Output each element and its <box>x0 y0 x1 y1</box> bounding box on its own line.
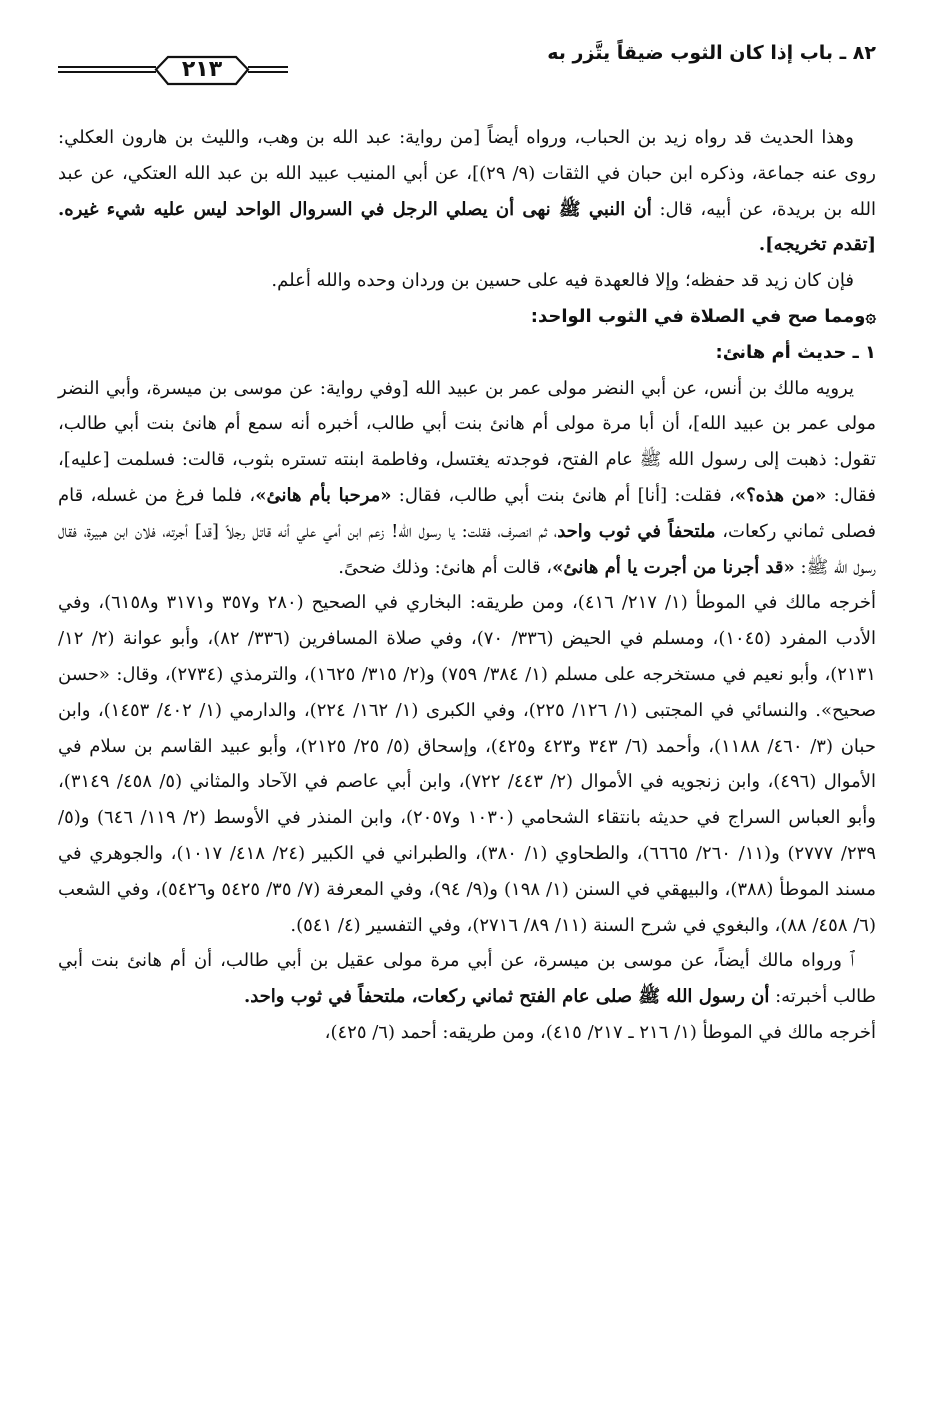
paragraph-5-text: ورواه مالك أيضاً، عن موسى بن ميسرة، عن أبي مرة مولى عقيل بن أبي طالب، أن أم هانئ بنت أبي طالب أخبرته: <box>58 950 876 1008</box>
bullet-mark-icon: ﭐ <box>849 950 854 972</box>
book-page <box>58 36 876 1376</box>
paragraph-3-text-c: ، فقلت: [أنا] أم هانئ بنت أبي طالب، فقال: <box>398 484 735 506</box>
page-number-badge <box>58 54 288 88</box>
paragraph-1 <box>58 120 876 263</box>
hadith-quote-2: «مرحبا بأم هانئ» <box>255 484 392 506</box>
paragraph-1-text: وهذا الحديث قد رواه زيد بن الحباب، ورواه أيضاً [من رواية: عبد الله بن وهب، والليث بن هارون العكلي: روى عنه جماعة، وذكره ابن حبان في الثقات (٩/ ٢٩)]، عن أبي المنيب عبيد الله بن عبد الله العتكي، عن عبد الله بن بريدة، عن أبيه، قال: <box>58 127 876 220</box>
section-heading-text: ومما صح في الصلاة في الثوب الواحد: <box>530 305 866 327</box>
paragraph-3-text-e: ، ثم انصرف، فقلت: يا رسول الله! زعم ابن أمي علي أنه قاتل رجلاً [قد] أجرته، فلان ابن هبيرة، فقال رسول الله ﷺ: <box>58 520 876 578</box>
paragraph-6: أخرجه مالك في الموطأ (١/ ٢١٦ ـ ٢١٧/ ٤١٥)، ومن طريقه: أحمد (٦/ ٤٢٥)، <box>324 1021 876 1043</box>
hadith-quote-3: ملتحفاً في ثوب واحد <box>557 520 716 542</box>
paragraph-2: فإن كان زيد قد حفظه؛ وإلا فالعهدة فيه على حسين بن وردان وحده والله أعلم. <box>271 270 854 292</box>
page-header <box>58 36 876 82</box>
paragraph-3 <box>58 371 876 586</box>
paragraph-3-text-d: ، فلما فرغ من غسله، قام فصلى ثماني ركعات، <box>58 484 876 542</box>
page-number: ٢١٣ <box>181 57 223 82</box>
hadith-quote-4: «قد أجرنا من أجرت يا أم هانئ» <box>552 556 795 578</box>
main-text <box>58 120 876 1051</box>
paragraph-3-text-f: ، قالت أم هانئ: وذلك ضحىً. <box>338 556 553 578</box>
hadith-quote-1: «من هذه؟» <box>734 484 827 506</box>
running-title: ٨٢ ـ باب إذا كان الثوب ضيقاً يتَّزر به <box>547 42 876 64</box>
section-heading <box>58 299 876 335</box>
paragraph-5-bold-text: أن رسول الله ﷺ صلى عام الفتح ثماني ركعات، ملتحفاً في ثوب واحد. <box>243 986 770 1008</box>
takhrij-paragraph: أخرجه مالك في الموطأ (١/ ٢١٧/ ٤١٦)، ومن طريقه: البخاري في الصحيح (٢٨٠ و٣٥٧ و٣١٧١ و٦١٥٨)، وفي الأدب المفرد (١٠٤٥)، ومسلم في الحيض (٣٣٦/ ٧٠)، وفي صلاة المسافرين (٣٣٦/ ٨٢)، وأبو عوانة (٢/ ١٢/ ٢١٣١)، وأبو نعيم في مستخرجه على مسلم (١/ ٣٨٤/ ٧٥٩) و(٢/ ٣١٥/ ١٦٢٥)، والترمذي (٢٧٣٤)، وقال: «حسن صحيح». والنسائي في المجتبى (١/ ١٢٦/ ٢٢٥)، وفي الكبرى (١/ ١٦٢/ ٢٢٤)، والدارمي (١/ ٤٠٢/ ١٤٥٣)، وابن حبان (٣/ ٤٦٠/ ١١٨٨)، وأحمد (٦/ ٣٤٣ و٤٢٣ و٤٢٥)، وإسحاق (٥/ ٢٥/ ٢١٢٥)، وأبو عبيد القاسم بن سلام في الأموال (٤٩٦)، وابن زنجويه في الأموال (٢/ ٤٤٣/ ٧٢٢)، وابن أبي عاصم في الآحاد والمثاني (٥/ ٤٥٨/ ٣١٤٩)، وأبو العباس السراج في حديثه بانتقاء الشحامي (١٠٣٠ و٢٠٥٧)، وابن المنذر في الأوسط (٢/ ١١٩/ ٦٤٦) و(٥/ ٢٣٩/ ٢٧٧٧) و(١١/ ٢٦٠/ ٦٦٦٥)، والطحاوي (١/ ٣٨٠)، والطبراني في الكبير (٢٤/ ٤١٨/ ١٠١٧)، والجوهري في مسند الموطأ (٣٨٨)، والبيهقي في السنن (١/ ١٩٨) و(٩/ ٩٤)، وفي المعرفة (٧/ ٣٥/ ٥٤٢٥ و٥٤٢٦)، وفي الشعب (٦/ ٤٥٨/ ٨٨)، والبغوي في شرح السنة (١١/ ٨٩/ ٢٧١٦)، وفي التفسير (٤/ ٥٤١). <box>58 592 877 936</box>
subsection-heading: ١ ـ حديث أم هانئ: <box>715 341 876 363</box>
heading-mark-icon: ۞ <box>865 305 876 327</box>
paragraph-5 <box>58 943 876 1015</box>
paragraph-1-bold-text: أن النبي ﷺ نهى أن يصلي الرجل في السروال الواحد ليس عليه شيء غيره. [تقدم تخريجه]. <box>58 198 876 256</box>
paragraph-3-text-a: يرويه مالك بن أنس، عن أبي النضر مولى عمر بن عبيد الله [وفي رواية: عن موسى بن ميسرة، وأبي النضر مولى عمر بن عبيد الله]، أن أبا مرة مولى أم هانئ بنت أبي طالب، أخبره أنه سمع أم هانئ بنت أبي طالب، تقول: ذهبت إلى رسول الله ﷺ عام الفتح، فوجدته يغتسل، وفاطمة ابنته تستره بثوب، قالت: فسلمت [عليه]، فقال: <box>58 377 876 506</box>
